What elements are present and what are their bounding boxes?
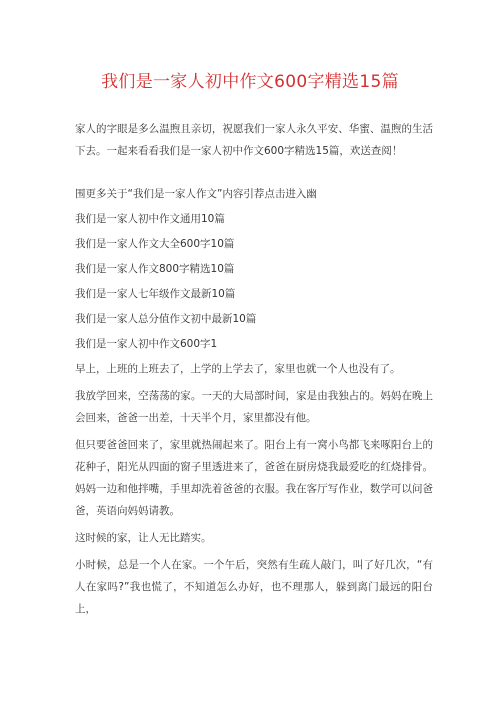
related-link[interactable]: 我们是一家人总分值作文初中最新10篇 xyxy=(75,313,257,325)
section-heading: 我们是一家人初中作文600字1 xyxy=(75,338,218,350)
related-link[interactable]: 我们是一家人初中作文通用10篇 xyxy=(75,213,225,225)
body-paragraph: 这时候的家，让人无比踏实。 xyxy=(75,532,212,544)
section-spacer xyxy=(75,167,433,183)
body-paragraph: 早上，上班的上班去了，上学的上学去了，家里也就一个人也没有了。 xyxy=(75,363,401,375)
intro-paragraph: 家人的字眼是多么温煦且亲切，祝愿我们一家人永久平安、华蜜、温煦的生活下去。一起来看看我们是一家人初中作文600字精选15篇，欢送查阅！ xyxy=(75,123,433,157)
body-paragraph: 小时候，总是一个人在家。一个午后，突然有生疏人敲门，叫了好几次，“有人在家吗?”我也慌了，不知道怎么办好，也不理那人，躲到离门最远的阳台上， xyxy=(75,559,433,615)
body-paragraph: 我放学回来，空荡荡的家。一天的大局部时间，家是由我独占的。妈妈在晚上会回来，爸爸一出差，十天半个月，家里都没有他。 xyxy=(75,390,433,424)
related-link[interactable]: 我们是一家人作文800字精选10篇 xyxy=(75,263,235,275)
related-link[interactable]: 我们是一家人作文大全600字10篇 xyxy=(75,238,235,250)
recommend-header: 围更多关于“我们是一家人作文”内容引荐点击进入幽 xyxy=(75,188,317,200)
body-paragraph: 但只要爸爸回来了，家里就热闹起来了。阳台上有一窝小鸟都飞来啄阳台上的花种子，阳光从四面的窗子里透进来了，爸爸在厨房烧我最爱吃的红烧排骨。妈妈一边和他拌嘴，手里却洗着爸爸的衣服。我在客厅写作业，数学可以问爸爸，英语向妈妈请教。 xyxy=(75,439,433,517)
related-link[interactable]: 我们是一家人七年级作文最新10篇 xyxy=(75,288,236,300)
document-body xyxy=(75,118,433,625)
document-title: 我们是一家人初中作文600字精选15篇 xyxy=(101,72,399,92)
